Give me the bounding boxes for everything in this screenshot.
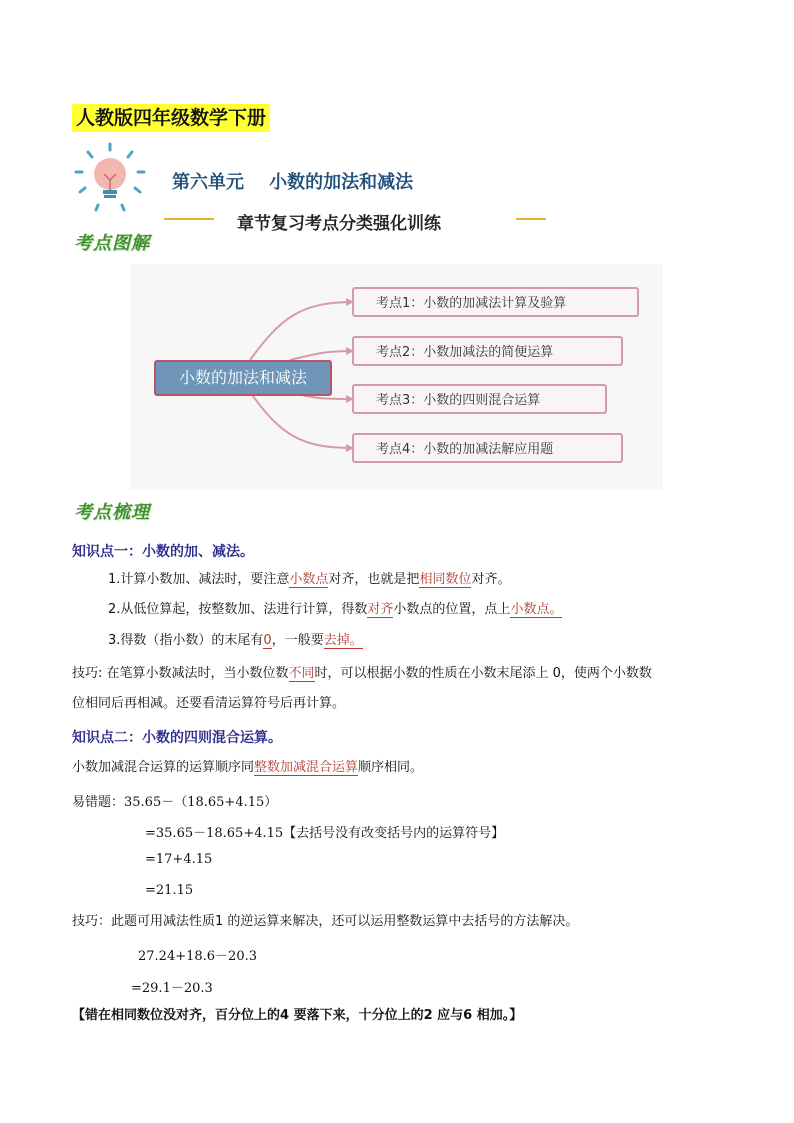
kp2-tip: 技巧：此题可用减法性质1 的逆运算来解决，还可以运用整数运算中去括号的方法解决。 — [72, 914, 579, 929]
kp1-title: 知识点一：小数的加、减法。 — [72, 544, 254, 560]
chapter-subtitle: 章节复习考点分类强化训练 — [237, 214, 441, 234]
solution-step-3: =21.15 — [145, 883, 194, 898]
section-heading-diagram: 考点图解 — [74, 233, 150, 254]
lightbulb-icon — [70, 140, 150, 220]
section-heading-summary: 考点梳理 — [74, 502, 150, 523]
unit-title: 第六单元 小数的加法和减法 — [172, 172, 414, 193]
kp1-item-3: 3.得数（指小数）的末尾有0，一般要去掉。 — [108, 633, 363, 648]
solution-step-1: =35.65－18.65+4.15【去括号没有改变括号内的运算符号】 — [145, 826, 505, 841]
mind-map-node-3: 考点3：小数的四则混合运算 — [352, 384, 607, 414]
mind-map-root: 小数的加法和减法 — [154, 360, 332, 396]
solution-step-2: =17+4.15 — [145, 852, 213, 867]
kp1-item-1: 1.计算小数加、减法时，要注意小数点对齐，也就是把相同数位对齐。 — [108, 572, 511, 587]
kp1-item-2: 2.从低位算起，按整数加、法进行计算，得数对齐小数点的位置，点上小数点。 — [108, 602, 563, 617]
kp2-rule: 小数加减混合运算的运算顺序同整数加减混合运算顺序相同。 — [72, 760, 424, 775]
kp1-tip-cont: 位相同后再相减。还要看清运算符号后再计算。 — [72, 696, 346, 711]
example-step-1: 27.24+18.6－20.3 — [138, 949, 257, 964]
kp2-title: 知识点二：小数的四则混合运算。 — [72, 730, 282, 746]
book-tag: 人教版四年级数学下册 — [72, 104, 270, 132]
divider-right — [516, 218, 546, 220]
divider-left — [164, 218, 214, 220]
mind-map-node-4: 考点4：小数的加减法解应用题 — [352, 433, 623, 463]
error-problem: 易错题：35.65－（18.65+4.15） — [72, 795, 278, 810]
kp1-tip: 技巧: 在笔算小数减法时，当小数位数不同时，可以根据小数的性质在小数末尾添上 0，使两个小数数 — [72, 666, 652, 681]
error-note: 【错在相同数位没对齐，百分位上的4 要落下来，十分位上的2 应与6 相加。】 — [72, 1008, 523, 1023]
mind-map-node-1: 考点1：小数的加减法计算及验算 — [352, 287, 639, 317]
mind-map-node-2: 考点2：小数加减法的简便运算 — [352, 336, 623, 366]
example-step-2: =29.1－20.3 — [131, 981, 213, 996]
